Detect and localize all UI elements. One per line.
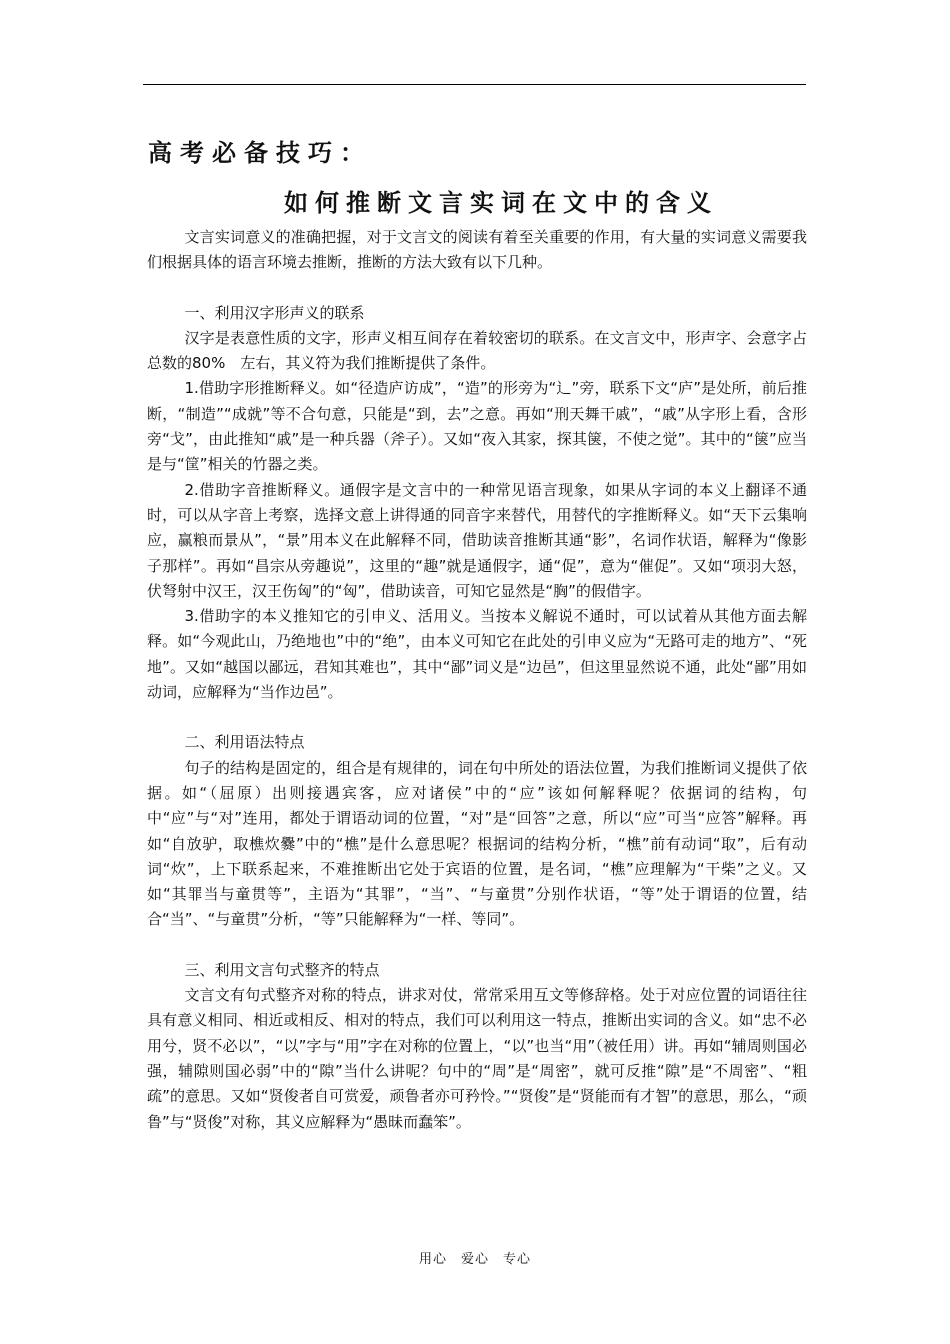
section1-paragraph-1: 汉字是表意性质的文字，形声义相互间存在着较密切的联系。在文言文中，形声字、会意字占总数的80% 左右，其义符为我们推断提供了条件。 [147,328,807,373]
section1-paragraph-4: 3.借助字的本义推知它的引申义、活用义。当按本义解说不通时，可以试着从其他方面去解释。如“今观此山，乃绝地也”中的“绝”，由本义可知它在此处的引申义应为“无路可走的地方”、“死地”。又如“越国以鄙远，君知其难也”，其中“鄙”词义是“边邑”，但这里显然说不通，此处“鄙”用如动词，应解释为“当作边邑”。 [147,607,807,702]
page-title: 高考必备技巧： [148,138,372,167]
article-body [147,225,807,1135]
section3-paragraph-1: 文言文有句式整齐对称的特点，讲求对仗，常常采用互文等修辞格。处于对应位置的词语往往具有意义相同、相近或相反、相对的特点，我们可以利用这一特点，推断出实词的含义。如“忠不必用兮，贤不必以”，“以”字与“用”字在对称的位置上，“以”也当“用”（被任用）讲。再如“辅周则国必强，辅隙则国必弱”中的“隙”当什么讲呢？句中的“周”是“周密”，就可反推“隙”是“不周密”、“粗疏”的意思。又如“贤俊者自可赏爱，顽鲁者亦可矜怜。”“贤俊”是“贤能而有才智”的意思，那么，“顽鲁”与“贤俊”对称，其义应解释为“愚昧而蠢笨”。 [147,986,807,1131]
section-heading-3: 三、利用文言句式整齐的特点 [184,960,380,979]
section-heading-2: 二、利用语法特点 [184,733,305,752]
header-rule [143,84,806,85]
article-title: 如何推断文言实词在文中的含义 [284,188,718,217]
intro-paragraph: 文言实词意义的准确把握，对于文言文的阅读有着至关重要的作用，有大量的实词意义需要我们根据具体的语言环境去推断，推断的方法大致有以下几种。 [147,228,807,272]
section-heading-1: 一、利用汉字形声义的联系 [184,303,365,322]
section1-paragraph-2: 1.借助字形推断释义。如“径造庐访成”，“造”的形旁为“辶”旁，联系下文“庐”是处所，前后推断，“制造”“成就”等不合句意，只能是“到，去”之意。再如“刑天舞干戚”，“戚”从字形上看，含形旁“戈”，由此推知“戚”是一种兵器（斧子）。又如“夜入其家，探其箧，不使之觉”。其中的“箧”应当是与“筐”相关的竹器之类。 [147,379,807,474]
section2-paragraph-1: 句子的结构是固定的，组合是有规律的，词在句中所处的语法位置，为我们推断词义提供了依据。如“（屈原）出则接遇宾客，应对诸侯”中的“应”该如何解释呢？依据词的结构，句中“应”与“对”连用，都处于谓语动词的位置，“对”是“回答”之意，所以“应”可当“应答”解释。再如“自放驴，取樵炊爨”中的“樵”是什么意思呢？根据词的结构分析，“樵”前有动词“取”，后有动词“炊”，上下联系起来，不难推断出它处于宾语的位置，是名词，“樵”应理解为“干柴”之义。又如“其罪当与童贯等”，主语为“其罪”，“当”、“与童贯”分别作状语，“等”处于谓语的位置，结合“当”、“与童贯”分析，“等”只能解释为“一样、等同”。 [147,758,807,929]
section1-paragraph-3: 2.借助字音推断释义。通假字是文言中的一种常见语言现象，如果从字词的本义上翻译不通时，可以从字音上考察，选择文意上讲得通的同音字来替代，用替代的字推断释义。如“天下云集响应，赢粮而景从”，“景”用本义在此解释不同，借助读音推断其通“影”，名词作状语，解释为“像影子那样”。再如“昌宗从旁趣说”，这里的“趣”就是通假字，通“促”，意为“催促”。又如“项羽大怒，伏弩射中汉王，汉王伤匈”的“匈”，借助读音，可知它显然是“胸”的假借字。 [147,480,807,600]
page-footer: 用心 爱心 专心 [418,1252,531,1267]
